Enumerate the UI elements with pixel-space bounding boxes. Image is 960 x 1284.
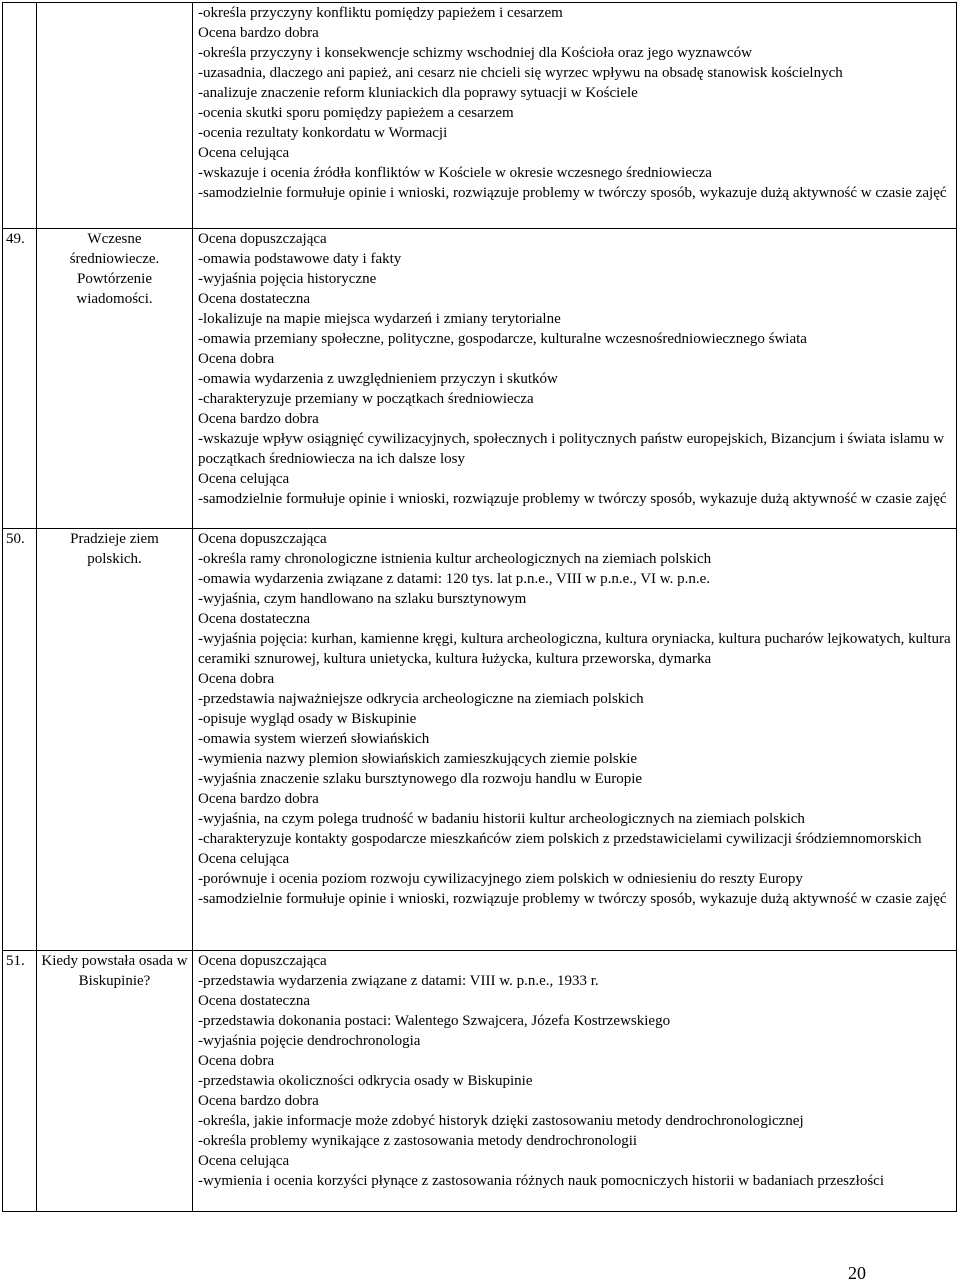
grade-heading: Ocena celująca [198,471,290,487]
lesson-number-cell [3,229,37,529]
requirements-cell [193,951,957,1212]
lesson-number: 50. [6,531,25,547]
requirement-line: -wyjaśnia pojęcie dendrochronologia [198,1033,421,1049]
lesson-number: 51. [6,953,25,969]
grade-heading: Ocena dobra [198,671,275,687]
grade-heading: Ocena bardzo dobra [198,1093,319,1109]
requirement-line: -wyjaśnia znaczenie szlaku bursztynowego dla rozwoju handlu w Europie [198,771,643,787]
requirements-cell [193,3,957,229]
requirement-line: -charakteryzuje kontakty gospodarcze mieszkańców ziem polskich z przedstawicielami cywilizacji śródziemnomorskich [198,831,922,847]
grade-heading: Ocena celująca [198,1153,290,1169]
lesson-number-cell [3,951,37,1212]
requirement-line: -omawia wydarzenia związane z datami: 120 tys. lat p.n.e., VIII w p.n.e., VI w. p.n.e. [198,571,711,587]
lesson-topic-cell [37,3,193,229]
requirement-line: -ocenia skutki sporu pomiędzy papieżem a cesarzem [198,105,514,121]
lesson-number-cell [3,529,37,951]
requirement-line: -wskazuje wpływ osiągnięć cywilizacyjnych, społecznych i politycznych państw europejskich, Bizancjum i świata islamu w początkach średniowiecza na ich dalsze losy [198,431,945,467]
requirement-line: -wymienia nazwy plemion słowiańskich zamieszkujących ziemie polskie [198,751,638,767]
requirement-line: -charakteryzuje przemiany w początkach średniowiecza [198,391,534,407]
requirements-cell [193,229,957,529]
grade-heading: Ocena dopuszczająca [198,231,327,247]
requirement-line: -przedstawia wydarzenia związane z datami: VIII w. p.n.e., 1933 r. [198,973,599,989]
curriculum-table [2,2,957,1212]
grade-heading: Ocena dostateczna [198,993,311,1009]
requirement-line: -przedstawia najważniejsze odkrycia archeologiczne na ziemiach polskich [198,691,644,707]
lesson-number: 49. [6,231,25,247]
requirement-line: -wyjaśnia pojęcia: kurhan, kamienne kręgi, kultura archeologiczna, kultura oryniacka, kultura pucharów lejkowatych, kultura ceramiki sznurowej, kultura unietycka, kultura łużycka, kultura przeworska, dymarka [198,631,951,667]
grade-heading: Ocena bardzo dobra [198,791,319,807]
requirement-line: -uzasadnia, dlaczego ani papież, ani cesarz nie chcieli się wyrzec wpływu na obsadę stanowisk kościelnych [198,65,843,81]
table-row [3,229,957,529]
requirement-line: -ocenia rezultaty konkordatu w Wormacji [198,125,448,141]
requirement-line: -wyjaśnia pojęcia historyczne [198,271,377,287]
grade-heading: Ocena dopuszczająca [198,531,327,547]
lesson-topic-cell [37,951,193,1212]
lesson-number-cell [3,3,37,229]
requirement-line: -określa przyczyny i konsekwencje schizmy wschodniej dla Kościoła oraz jego wyznawców [198,45,752,61]
table-row [3,951,957,1212]
requirement-line: -omawia podstawowe daty i fakty [198,251,402,267]
lesson-topic-cell [37,529,193,951]
requirement-line: -samodzielnie formułuje opinie i wnioski, rozwiązuje problemy w twórczy sposób, wykazuje dużą aktywność w czasie zajęć [198,491,947,507]
requirement-line: -omawia wydarzenia z uwzględnieniem przyczyn i skutków [198,371,558,387]
requirement-line: -przedstawia okoliczności odkrycia osady w Biskupinie [198,1073,533,1089]
grade-heading: Ocena dobra [198,1053,275,1069]
grade-heading: Ocena dostateczna [198,611,311,627]
requirement-line: -analizuje znaczenie reform kluniackich dla poprawy sytuacji w Kościele [198,85,638,101]
grade-heading: Ocena celująca [198,145,290,161]
curriculum-table-body [3,3,957,1212]
lesson-topic: Kiedy powstała osada w Biskupinie? [41,953,188,989]
requirement-line: -określa, jakie informacje może zdobyć historyk dzięki zastosowaniu metody dendrochronologicznej [198,1113,804,1129]
requirement-line: -samodzielnie formułuje opinie i wnioski, rozwiązuje problemy w twórczy sposób, wykazuje dużą aktywność w czasie zajęć [198,891,947,907]
requirement-line: -wymienia i ocenia korzyści płynące z zastosowania różnych nauk pomocniczych historii w badaniach przeszłości [198,1173,884,1189]
grade-heading: Ocena dopuszczająca [198,953,327,969]
table-row [3,529,957,951]
requirement-line: -omawia system wierzeń słowiańskich [198,731,430,747]
table-row [3,3,957,229]
grade-heading: Ocena celująca [198,851,290,867]
grade-heading: Ocena bardzo dobra [198,411,319,427]
grade-heading: Ocena bardzo dobra [198,25,319,41]
requirement-line: -określa ramy chronologiczne istnienia kultur archeologicznych na ziemiach polskich [198,551,712,567]
requirement-line: -opisuje wygląd osady w Biskupinie [198,711,417,727]
grade-heading: Ocena dobra [198,351,275,367]
requirement-line: -przedstawia dokonania postaci: Walentego Szwajcera, Józefa Kostrzewskiego [198,1013,671,1029]
requirement-line: -wyjaśnia, na czym polega trudność w badaniu historii kultur archeologicznych na ziemiach polskich [198,811,805,827]
requirements-cell [193,529,957,951]
requirement-line: -wskazuje i ocenia źródła konfliktów w Kościele w okresie wczesnego średniowiecza [198,165,712,181]
requirement-line: -lokalizuje na mapie miejsca wydarzeń i zmiany terytorialne [198,311,561,327]
requirement-line: -samodzielnie formułuje opinie i wnioski, rozwiązuje problemy w twórczy sposób, wykazuje dużą aktywność w czasie zajęć [198,185,947,201]
page-number: 20 [848,1263,866,1283]
requirement-line: -omawia przemiany społeczne, polityczne, gospodarcze, kulturalne wczesnośredniowiecznego świata [198,331,807,347]
lesson-topic: Pradzieje ziem polskich. [70,531,159,567]
requirement-line: -wyjaśnia, czym handlowano na szlaku bursztynowym [198,591,527,607]
requirement-line: -porównuje i ocenia poziom rozwoju cywilizacyjnego ziem polskich w odniesieniu do reszty Europy [198,871,803,887]
lesson-topic: Wczesne średniowiecze. Powtórzenie wiadomości. [69,231,160,307]
lesson-topic-cell [37,229,193,529]
requirement-line: -określa przyczyny konfliktu pomiędzy papieżem i cesarzem [198,5,563,21]
requirement-line: -określa problemy wynikające z zastosowania metody dendrochronologii [198,1133,638,1149]
grade-heading: Ocena dostateczna [198,291,311,307]
